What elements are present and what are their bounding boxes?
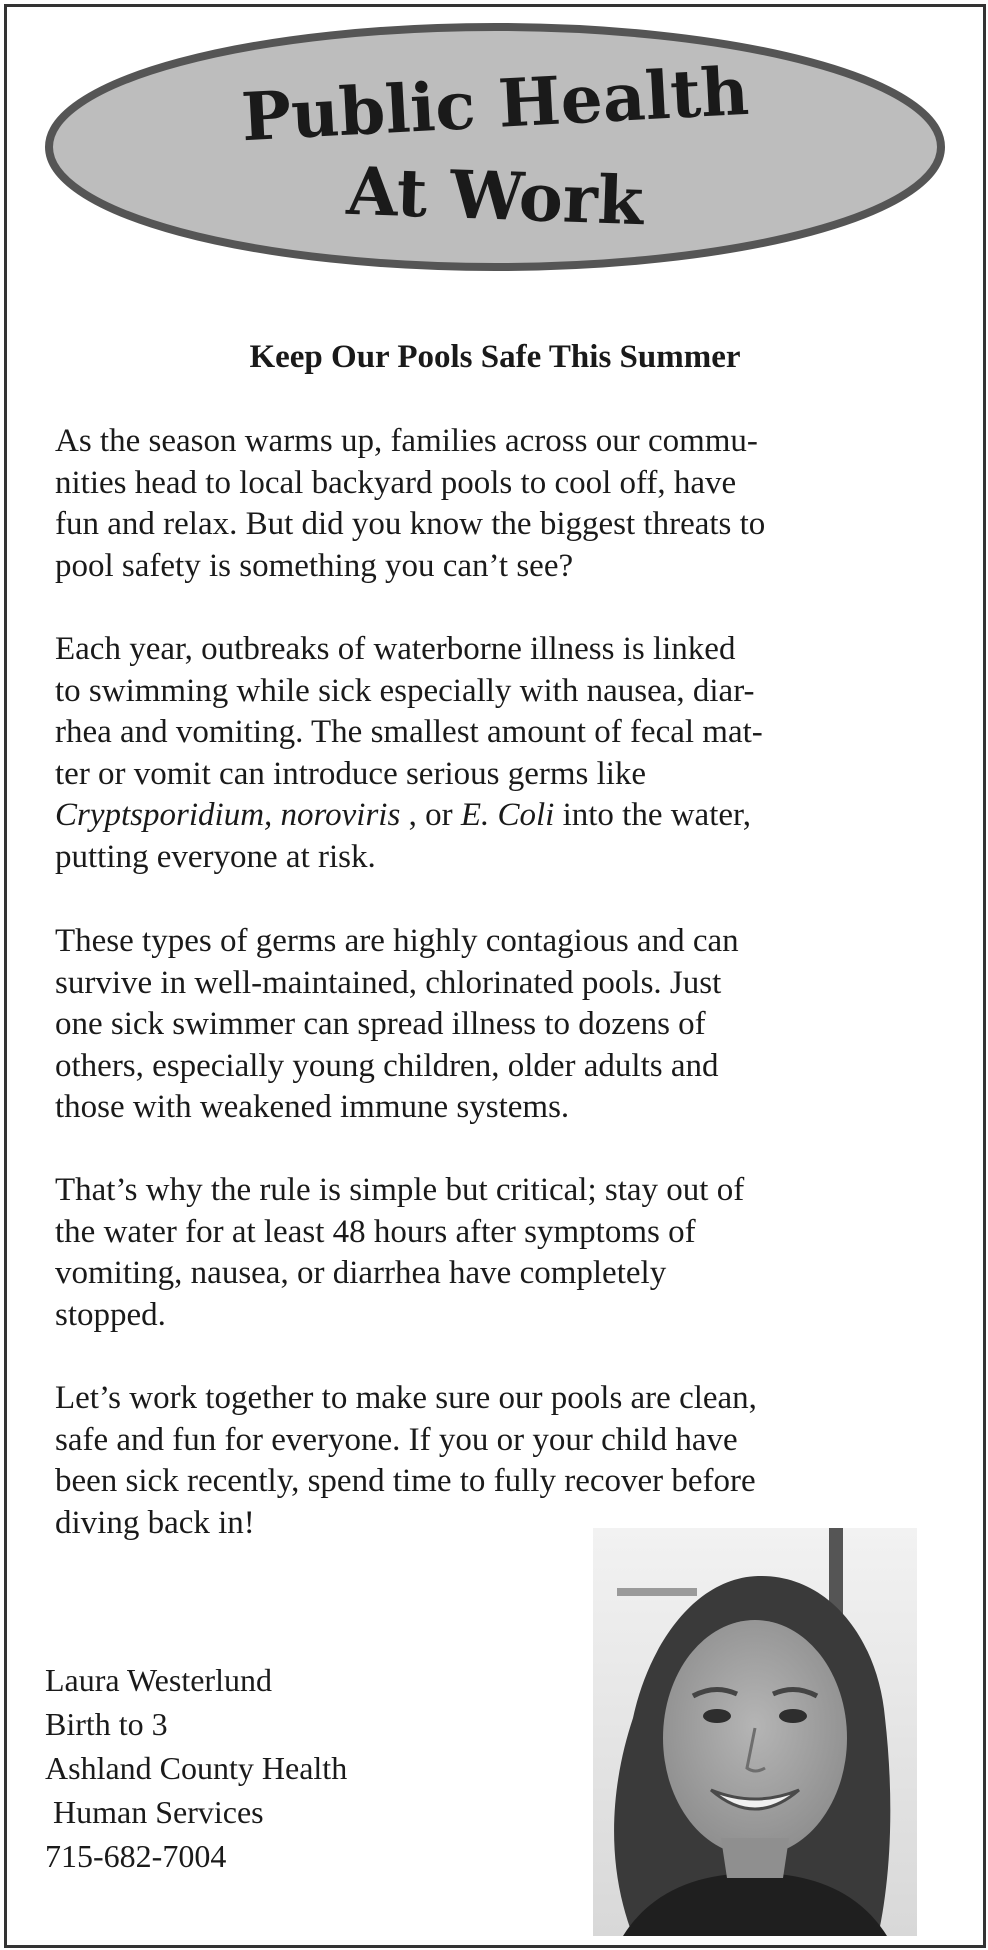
window-frame — [617, 1588, 697, 1596]
logo-line-1: Public Health — [239, 51, 751, 157]
ecoli-name: E. Coli — [460, 797, 555, 833]
text-line: putting everyone at risk. — [55, 838, 376, 875]
neck — [721, 1838, 789, 1878]
paragraph-rule — [55, 1170, 955, 1336]
germ-names: Cryptsporidium, noroviris — [55, 797, 401, 833]
text-line: Let’s work together to make sure our pools are clean, — [55, 1380, 757, 1416]
paragraph-outbreaks — [55, 629, 955, 878]
text-line: survive in well-maintained, chlorinated pools. Just — [55, 964, 722, 1001]
contact-program: Birth to 3 — [45, 1706, 168, 1742]
text-line: pool safety is something you can’t see? — [55, 547, 574, 584]
article-headline: Keep Our Pools Safe This Summer — [249, 339, 741, 375]
public-health-logo — [7, 7, 983, 287]
author-photo — [593, 1528, 917, 1936]
text-line: diving back in! — [55, 1504, 255, 1541]
text-line: fun and relax. But did you know the biggest threats to — [55, 506, 766, 542]
contact-block — [45, 1658, 347, 1878]
text-line: vomiting, nausea, or diarrhea have completely — [55, 1255, 667, 1291]
contact-organization: Ashland County Health — [45, 1750, 348, 1786]
text-line-germs — [55, 795, 955, 837]
contact-department: Human Services — [45, 1794, 264, 1830]
newspaper-ad — [4, 4, 986, 1948]
text-line: nities head to local backyard pools to cool off, have — [55, 464, 737, 501]
after-text: into the water, — [554, 797, 751, 833]
text-line: As the season warms up, families across our commu- — [55, 423, 758, 459]
contact-name: Laura Westerlund — [45, 1662, 272, 1698]
text-line: safe and fun for everyone. If you or your child have — [55, 1421, 738, 1458]
eye — [703, 1709, 731, 1723]
or-text: , or — [400, 797, 461, 833]
face — [663, 1620, 847, 1856]
text-line: to swimming while sick especially with nausea, diar- — [55, 672, 755, 709]
text-line: stopped. — [55, 1296, 166, 1333]
text-line: been sick recently, spend time to fully recover before — [55, 1463, 756, 1499]
paragraph-intro — [55, 421, 955, 587]
logo-line-2: At Work — [345, 151, 645, 241]
text-line: These types of germs are highly contagious and can — [55, 923, 739, 959]
contact-phone: 715-682-7004 — [45, 1838, 227, 1874]
eye — [779, 1709, 807, 1723]
text-line: Each year, outbreaks of waterborne illness is linked — [55, 631, 736, 667]
paragraph-contagious — [55, 921, 955, 1129]
text-line: those with weakened immune systems. — [55, 1089, 570, 1125]
paragraph-closing — [55, 1378, 955, 1544]
text-line: ter or vomit can introduce serious germs like — [55, 755, 647, 792]
text-line: one sick swimmer can spread illness to dozens of — [55, 1006, 706, 1042]
text-line: the water for at least 48 hours after symptoms of — [55, 1213, 696, 1250]
text-line: That’s why the rule is simple but critical; stay out of — [55, 1172, 745, 1208]
text-line: others, especially young children, older adults and — [55, 1047, 719, 1084]
text-line: rhea and vomiting. The smallest amount of fecal mat- — [55, 714, 763, 750]
